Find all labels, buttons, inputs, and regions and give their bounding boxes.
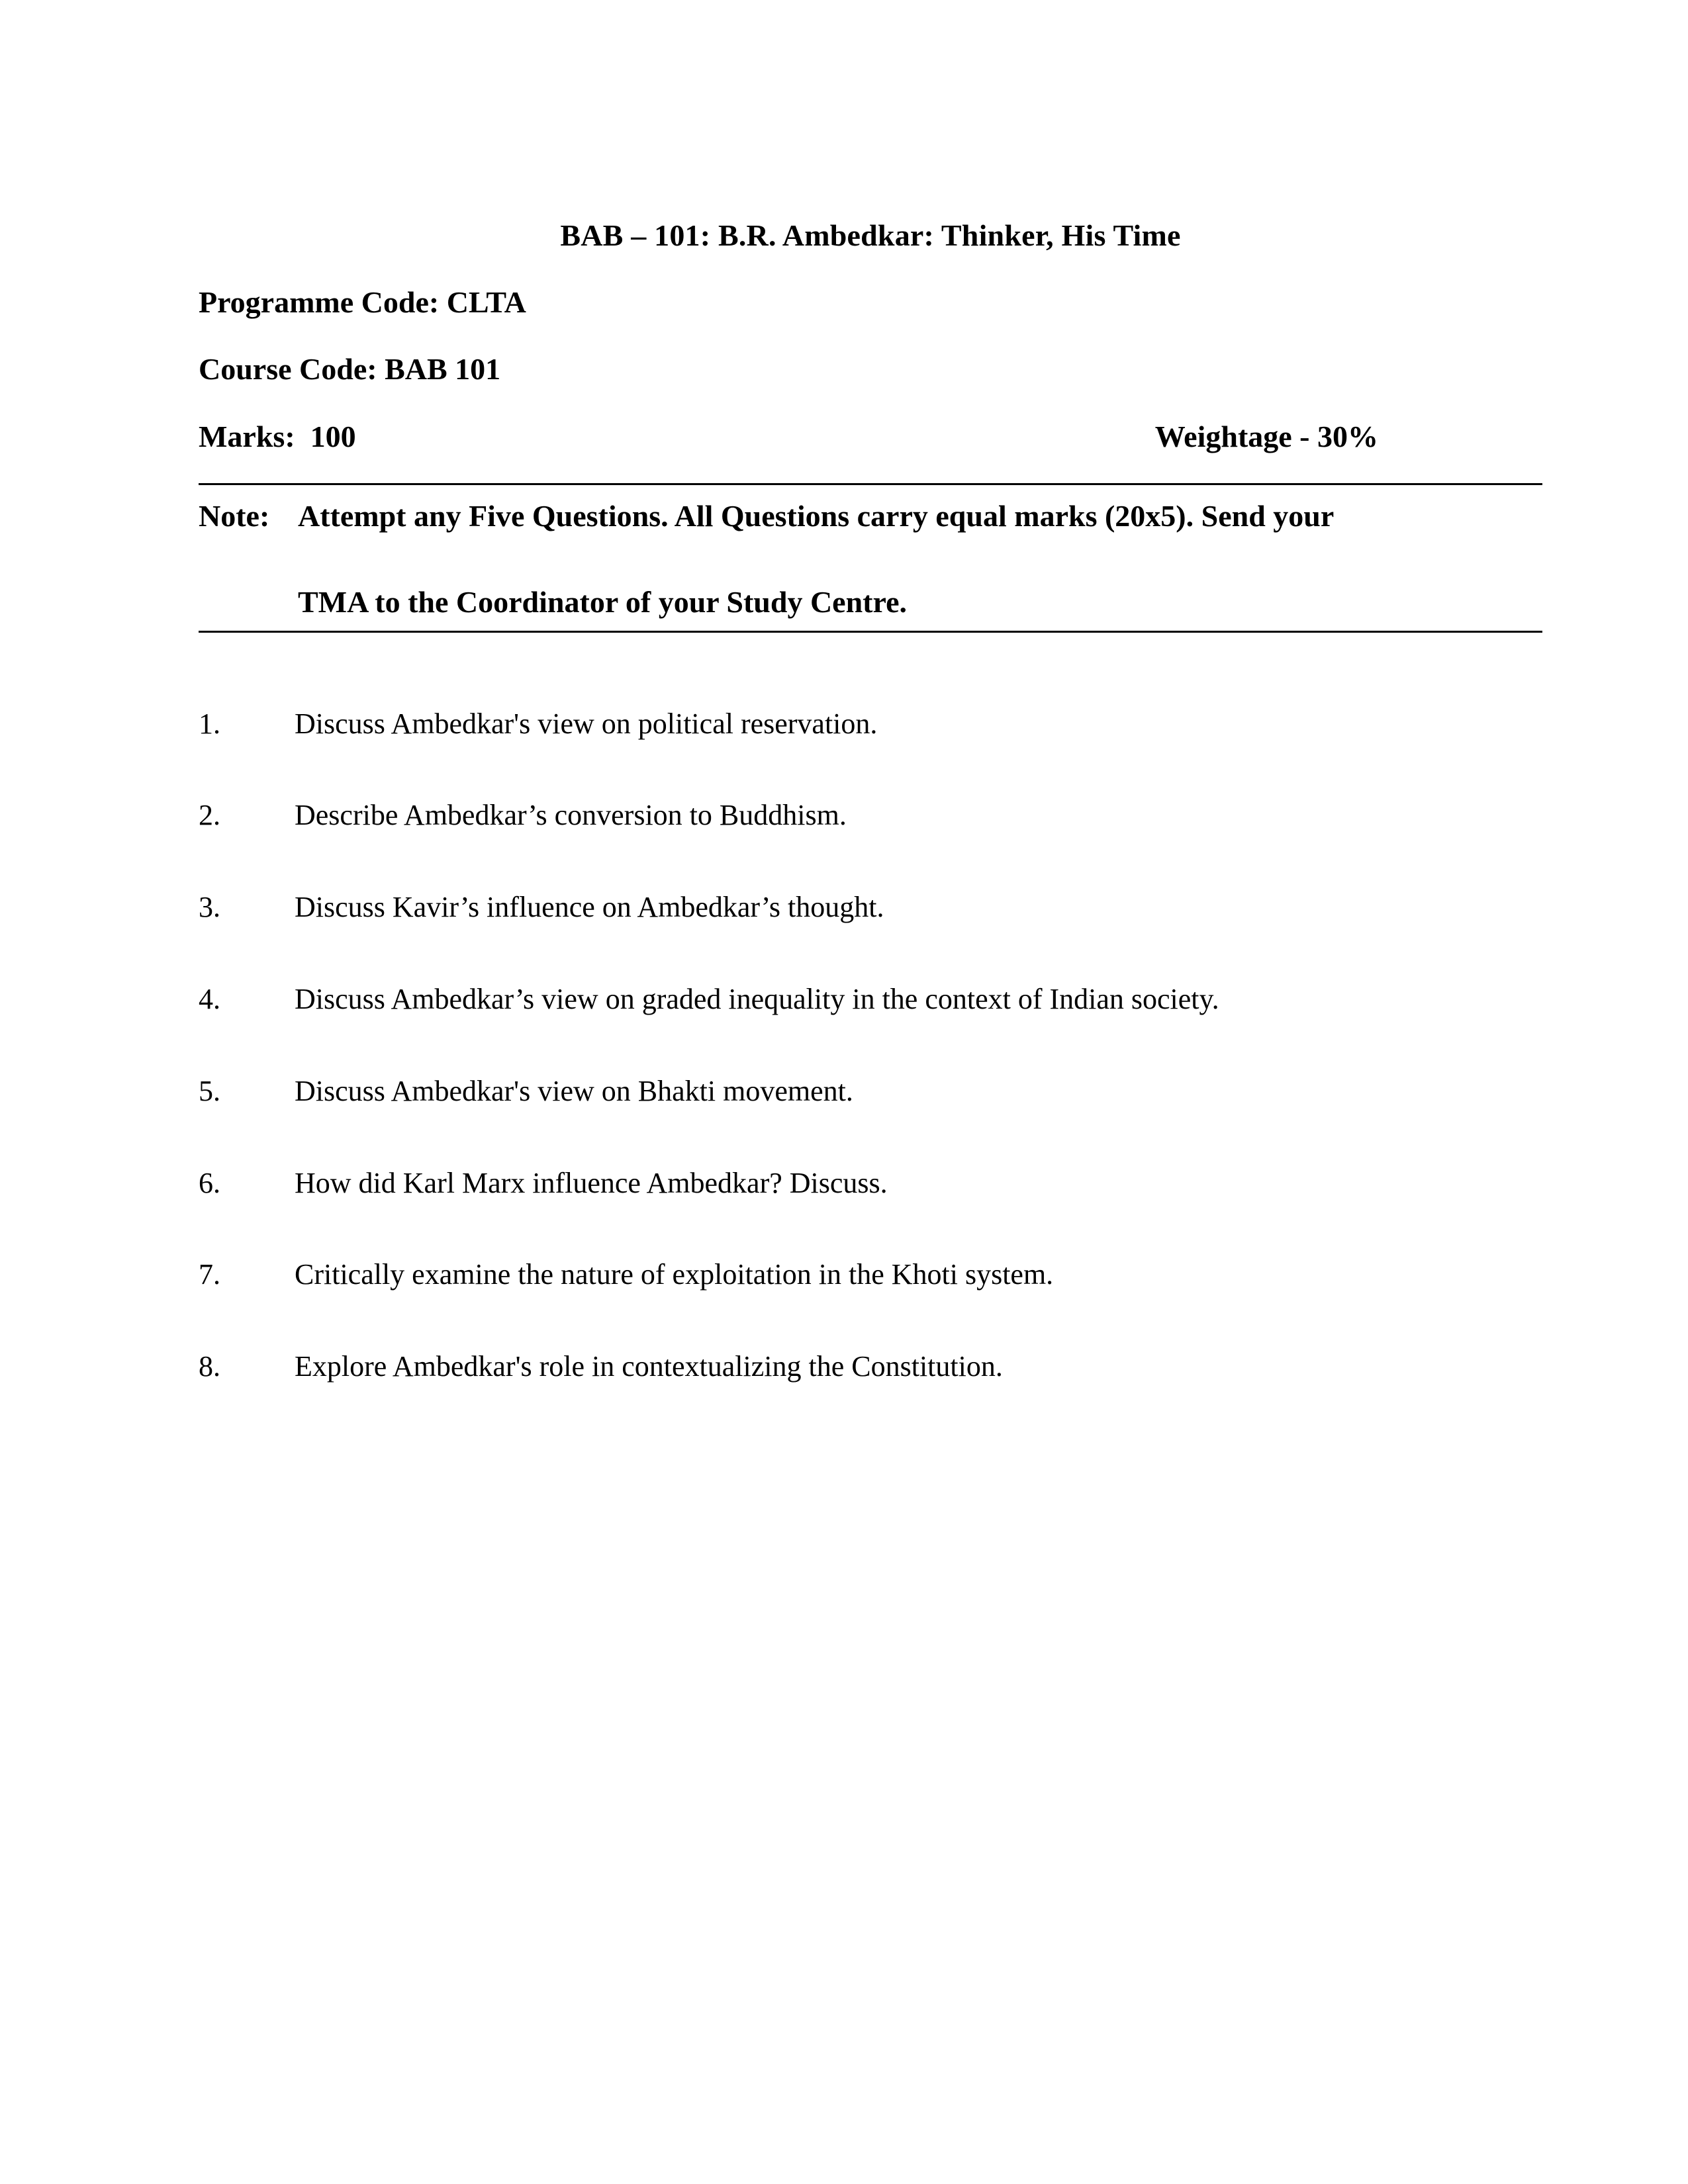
question-text: Discuss Kavir’s influence on Ambedkar’s thought. [295, 891, 884, 924]
page-title: BAB – 101: B.R. Ambedkar: Thinker, His Time [560, 218, 1181, 252]
questions-list [199, 707, 1542, 1385]
question-item [199, 890, 1542, 925]
question-text: Critically examine the nature of exploitation in the Khoti system. [295, 1258, 1054, 1291]
document-content [199, 0, 1542, 1441]
question-item [199, 982, 1542, 1017]
question-number: 6. [199, 1166, 220, 1199]
marks-value: Marks: 100 [199, 419, 356, 453]
question-item [199, 1166, 1542, 1201]
marks-weightage-row [199, 387, 1542, 454]
question-number: 4. [199, 983, 220, 1015]
course-code: Course Code: BAB 101 [199, 351, 501, 386]
question-item [199, 1349, 1542, 1385]
question-number: 7. [199, 1258, 220, 1291]
question-number: 5. [199, 1074, 220, 1107]
question-text: Describe Ambedkar’s conversion to Buddhism. [295, 799, 847, 832]
note-text-line1: Attempt any Five Questions. All Questions carry equal marks (20x5). Send your [298, 498, 1335, 533]
note-text-line2: TMA to the Coordinator of your Study Centre. [298, 585, 907, 619]
question-text: Discuss Ambedkar's view on political reservation. [295, 707, 878, 740]
weightage-value: Weightage - 30% [1154, 419, 1378, 453]
question-text: Discuss Ambedkar's view on Bhakti movement. [295, 1074, 853, 1107]
question-item [199, 1074, 1542, 1109]
note-block [199, 483, 1542, 633]
question-text: Explore Ambedkar's role in contextualizing the Constitution. [295, 1350, 1003, 1383]
question-text: Discuss Ambedkar’s view on graded inequality in the context of Indian society. [295, 983, 1219, 1015]
question-item [199, 1257, 1542, 1293]
question-number: 2. [199, 799, 220, 832]
note-inner [199, 494, 1542, 624]
programme-code: Programme Code: CLTA [199, 285, 526, 319]
question-item [199, 707, 1542, 742]
question-number: 1. [199, 707, 220, 740]
question-item [199, 798, 1542, 833]
note-label: Note: [199, 498, 270, 533]
question-text: How did Karl Marx influence Ambedkar? Discuss. [295, 1166, 888, 1199]
note-body [298, 494, 1334, 624]
question-number: 8. [199, 1350, 220, 1383]
question-number: 3. [199, 891, 220, 924]
